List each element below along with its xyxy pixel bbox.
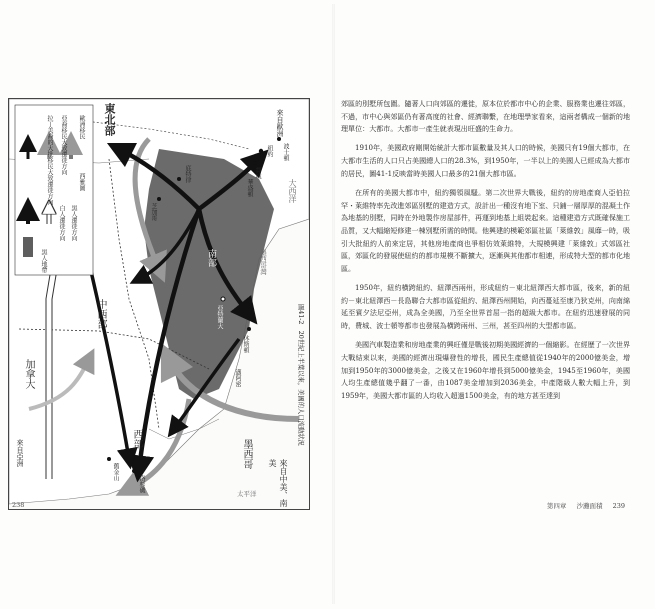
legend-label-black: 黑人遷徙方向	[70, 205, 77, 241]
city-dot-atlanta	[221, 297, 225, 301]
label-boston: 波士頓	[282, 143, 289, 161]
legend-label-asian: 亞裔移民大致遷徙方向	[60, 115, 67, 175]
legend-label-european: 歐洲移民	[78, 115, 85, 139]
label-los-angeles: 洛杉磯	[138, 475, 145, 493]
label-miami: 邁阿密	[234, 369, 241, 387]
page-number-right: 239	[612, 502, 625, 510]
label-detroit: 底特律	[184, 165, 191, 183]
label-new-york: 紐約	[266, 145, 273, 157]
label-south: 南部	[206, 249, 216, 267]
paragraph: 1910年，美國政府剛開始統計大都市區數量及其人口的時候，美國只有19個大都市，在大都市生活的人口只占美國總人口的28.3%，到1950年，一半以上的美國人已經成為大都市的居民，圖41-1反映當時美國人口最多的21個大都市區。	[341, 143, 630, 178]
label-gulf: 墨西哥灣	[259, 249, 267, 275]
migration-map	[8, 98, 310, 510]
label-from-latin-america: 來自中美、南美	[268, 459, 288, 507]
label-washington: 華盛頓	[246, 179, 253, 197]
label-mexico: 墨西哥	[241, 439, 252, 469]
body-text	[341, 98, 630, 403]
city-dot-chicago	[157, 197, 161, 201]
paragraph: 郊區的別墅所包圍。隨著人口向郊區的遷徙，原本位於都市中心的企業、服務業也遷往郊區，不過，市中心與郊區仍有著高度的社會、經濟聯繫，在地理學家看來，這兩者構成一個新的地理單位：大都市。大都市一產生就表現出旺盛的生命力。	[341, 99, 630, 134]
paragraph: 1950年，紐約横跨紐約、紐澤西兩州，形成紐約－東北紐澤西大都市區，後來，新的紐約－東北紐澤西－長島聯合大都市區從紐約、紐澤西州開始，向西蔓延至康乃狄克州，向南綿延至賓夕法尼亞州，成為全美國，乃至全世界首屈一指的超級大都市。在紐約迅速發展的同時，費城、波士頓等都市也發展為横跨兩州、三州，甚至四州的大型都市區。	[341, 283, 630, 331]
label-from-europe: 來自歐洲	[276, 109, 284, 137]
label-san-francisco: 舊金山	[112, 463, 119, 481]
label-houston: 休斯頓	[242, 335, 249, 353]
city-dot-new-york	[259, 149, 263, 153]
label-midwest: 中西部	[95, 299, 106, 329]
chapter-label: 第四章	[546, 502, 567, 510]
label-atlantic: 大西洋	[288, 179, 297, 203]
paragraph: 在所有的美國大都市中，紐約獨領風騷。第二次世界大戰後，紐約的房地產商人亞伯拉罕・萊維特率先改進郊區別墅的建造方式，設計出一種沒有地下室、只鋪一層厚厚的混凝土作為地基的別墅，同時在外地製作房屋部件，再運到地基上組裝起來。這種建造方式既確保施工品質，又大幅縮短修建一棟別墅所需的時間。他興建的模範郊區社區「萊維敦」風靡一時，吸引大批紐約人前來定居，其他房地產商也爭相仿效萊維特，大規模興建「萊維敦」式郊區社區，郊區化的發展使紐約的都市規模不斷擴大，逐漸與其他都市相連，形成特大型的都市化地區。	[341, 187, 630, 274]
label-pacific: 太平洋	[237, 490, 257, 498]
label-chicago: 芝加哥	[150, 203, 157, 221]
label-canada: 加拿大	[23, 359, 34, 389]
city-dot-detroit	[177, 177, 181, 181]
map-svg	[9, 99, 309, 509]
section-label: 沙灘面積	[576, 502, 603, 510]
legend-label-black-belt: 黑人地帶	[40, 249, 47, 273]
label-from-asia: 來自亞洲	[16, 439, 24, 467]
legend-label-latino: 拉丁美裔的大批移民大致遷徙方向	[46, 115, 53, 205]
book-gutter	[332, 4, 335, 604]
legend-label-white: 白人遷徙方向	[58, 205, 65, 241]
city-dot-philadelphia	[253, 161, 257, 165]
city-dot-los-angeles	[132, 469, 136, 473]
city-dot-houston	[247, 327, 251, 331]
paragraph: 美國汽車製造業和房地產業的興旺僅是戰後初期美國經濟的一個縮影。在經歷了一次世界大戰結束以來，美國的經濟出現爆發性的增長，國民生產總值從1940年的2000億美金，增加到1950年的3000億美金，之後又在1960年增長到5000億美金，1945至1960年，美國人均生產總值幾乎翻了一番，由1087美金增加到2036美金，中產階級人數大幅上升，到1959年，美國大都市區的人均收入超過1500美金，有的地方甚至達到	[341, 340, 630, 400]
label-west: 西部	[131, 429, 142, 449]
label-atlanta: 亞特蘭大	[216, 305, 223, 329]
legend-swatch-black-belt	[23, 237, 33, 257]
figure-caption: 圖41-2 20世紀上半葉以來，美國的人口流動狀況	[297, 304, 304, 446]
running-footer	[539, 501, 625, 510]
city-dot-san-francisco	[107, 457, 111, 461]
book-spread	[6, 4, 649, 604]
page-number-left: 238	[12, 501, 25, 509]
label-seattle: 西雅圖	[78, 173, 85, 191]
city-dot-boston	[277, 137, 281, 141]
label-philadelphia: 費城	[254, 167, 261, 179]
label-northeast: 東北部	[103, 103, 116, 136]
